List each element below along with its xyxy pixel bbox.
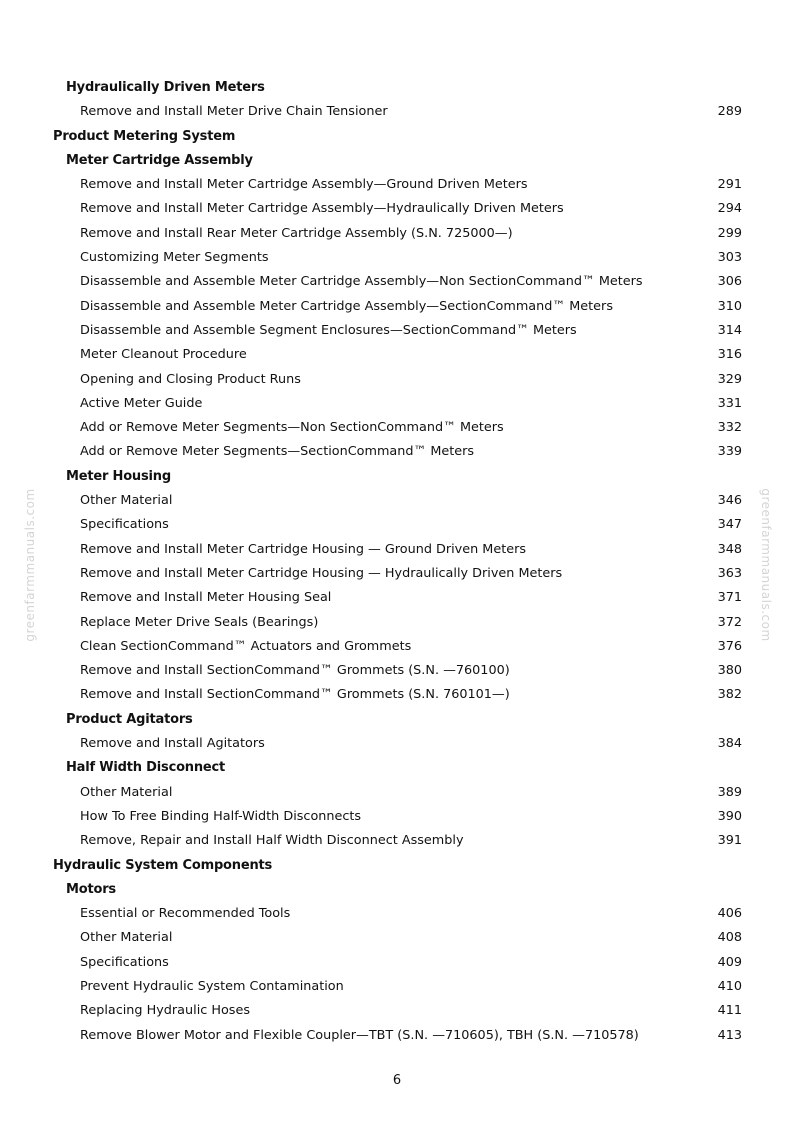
toc-entry-page-number: 384 bbox=[717, 736, 742, 752]
toc-subsection-heading bbox=[0, 708, 794, 732]
toc-entry-title: Hydraulic System Components bbox=[53, 857, 273, 873]
toc-entry-title: Remove and Install SectionCommand™ Grommets (S.N. —760100) bbox=[80, 663, 510, 679]
toc-entry-page-number: 299 bbox=[717, 225, 742, 241]
toc-entry-title: Remove and Install Meter Cartridge Housing — Ground Driven Meters bbox=[80, 541, 527, 557]
toc-entry-title: Remove and Install Meter Cartridge Assembly—Ground Driven Meters bbox=[80, 177, 528, 193]
toc-entry[interactable] bbox=[0, 100, 794, 124]
toc-entry-page-number: 371 bbox=[717, 590, 742, 606]
toc-entry-title: Disassemble and Assemble Segment Enclosures—SectionCommand™ Meters bbox=[80, 322, 577, 338]
watermark-right: greenfarmmanuals.com bbox=[759, 488, 773, 642]
toc-entry-page-number: 339 bbox=[717, 444, 742, 460]
toc-entry-title: Meter Cleanout Procedure bbox=[80, 347, 247, 363]
toc-entry-page-number: 406 bbox=[717, 906, 742, 922]
toc-entry-page-number: 372 bbox=[717, 614, 742, 630]
toc-entry-title: Meter Housing bbox=[66, 468, 171, 484]
toc-entry[interactable] bbox=[0, 902, 794, 926]
toc-entry-page-number: 380 bbox=[717, 663, 742, 679]
toc-entry-title: Essential or Recommended Tools bbox=[80, 906, 291, 922]
toc-entry-page-number: 382 bbox=[717, 687, 742, 703]
toc-entry-page-number: 391 bbox=[717, 833, 742, 849]
toc-entry-page-number: 409 bbox=[717, 954, 742, 970]
toc-subsection-heading bbox=[0, 878, 794, 902]
toc-entry[interactable] bbox=[0, 392, 794, 416]
toc-entry-title: Replacing Hydraulic Hoses bbox=[80, 1003, 251, 1019]
toc-entry-title: Clean SectionCommand™ Actuators and Grommets bbox=[80, 638, 412, 654]
toc-entry-page-number: 411 bbox=[717, 1003, 742, 1019]
toc-entry-page-number: 289 bbox=[717, 104, 742, 120]
toc-entry-page-number: 363 bbox=[717, 565, 742, 581]
toc-entry-page-number: 413 bbox=[717, 1027, 742, 1043]
toc-entry-title: Motors bbox=[66, 881, 116, 897]
toc-entry-title: Disassemble and Assemble Meter Cartridge Assembly—Non SectionCommand™ Meters bbox=[80, 274, 643, 290]
toc-entry-title: Product Agitators bbox=[66, 711, 193, 727]
toc-entry-page-number: 294 bbox=[717, 201, 742, 217]
toc-entry-page-number: 410 bbox=[717, 978, 742, 994]
toc-entry-title: Disassemble and Assemble Meter Cartridge Assembly—SectionCommand™ Meters bbox=[80, 298, 613, 314]
toc-entry[interactable] bbox=[0, 586, 794, 610]
toc-entry-title: Remove and Install Rear Meter Cartridge Assembly (S.N. 725000—) bbox=[80, 225, 513, 241]
toc-entry-page-number: 390 bbox=[717, 808, 742, 824]
toc-entry[interactable] bbox=[0, 319, 794, 343]
toc-entry[interactable] bbox=[0, 222, 794, 246]
toc-entry-title: Other Material bbox=[80, 930, 173, 946]
toc-entry-title: Other Material bbox=[80, 784, 173, 800]
toc-entry-title: Hydraulically Driven Meters bbox=[66, 80, 265, 95]
toc-entry[interactable] bbox=[0, 343, 794, 367]
toc-entry[interactable] bbox=[0, 611, 794, 635]
page-number: 6 bbox=[392, 1073, 402, 1088]
toc-entry-page-number: 389 bbox=[717, 784, 742, 800]
toc-entry[interactable] bbox=[0, 489, 794, 513]
toc-entry[interactable] bbox=[0, 368, 794, 392]
toc-entry-title: Remove and Install Meter Cartridge Assembly—Hydraulically Driven Meters bbox=[80, 201, 564, 217]
toc-entry-title: How To Free Binding Half-Width Disconnects bbox=[80, 808, 362, 824]
toc-entry[interactable] bbox=[0, 683, 794, 707]
toc-subsection-heading bbox=[0, 465, 794, 489]
toc-entry-title: Remove and Install Meter Drive Chain Tensioner bbox=[80, 104, 388, 120]
toc-entry[interactable] bbox=[0, 246, 794, 270]
toc-entry-title: Remove and Install Meter Housing Seal bbox=[80, 590, 332, 606]
toc-entry-page-number: 314 bbox=[717, 322, 742, 338]
toc-entry[interactable] bbox=[0, 659, 794, 683]
toc-subsection-heading bbox=[0, 149, 794, 173]
toc-section-heading bbox=[0, 125, 794, 149]
toc-entry-title: Product Metering System bbox=[53, 128, 236, 144]
toc-entry[interactable] bbox=[0, 805, 794, 829]
toc-entry-title: Other Material bbox=[80, 493, 173, 509]
toc-entry-page-number: 316 bbox=[717, 347, 742, 363]
toc-entry-title: Specifications bbox=[80, 517, 169, 533]
toc-entry[interactable] bbox=[0, 197, 794, 221]
toc-entry-title: Meter Cartridge Assembly bbox=[66, 152, 253, 168]
toc-entry-page-number: 346 bbox=[717, 493, 742, 509]
toc-entry-page-number: 331 bbox=[717, 395, 742, 411]
toc-entry-title: Replace Meter Drive Seals (Bearings) bbox=[80, 614, 319, 630]
toc-entry[interactable] bbox=[0, 562, 794, 586]
toc-subsection-heading bbox=[0, 76, 794, 100]
toc-entry-page-number: 408 bbox=[717, 930, 742, 946]
toc-entry-title: Active Meter Guide bbox=[80, 395, 203, 411]
table-of-contents bbox=[0, 76, 794, 1048]
toc-entry-page-number: 303 bbox=[717, 250, 742, 266]
toc-entry-page-number: 291 bbox=[717, 177, 742, 193]
toc-entry-page-number: 347 bbox=[717, 517, 742, 533]
toc-entry[interactable] bbox=[0, 926, 794, 950]
toc-entry-title: Remove and Install SectionCommand™ Grommets (S.N. 760101—) bbox=[80, 687, 510, 703]
toc-entry[interactable] bbox=[0, 999, 794, 1023]
toc-entry[interactable] bbox=[0, 1024, 794, 1048]
toc-entry-title: Remove, Repair and Install Half Width Disconnect Assembly bbox=[80, 833, 464, 849]
toc-entry-title: Remove and Install Agitators bbox=[80, 736, 265, 752]
toc-entry[interactable] bbox=[0, 440, 794, 464]
toc-entry-page-number: 348 bbox=[717, 541, 742, 557]
toc-entry-title: Customizing Meter Segments bbox=[80, 250, 269, 266]
toc-entry[interactable] bbox=[0, 513, 794, 537]
toc-entry-title: Half Width Disconnect bbox=[66, 760, 226, 776]
toc-section-heading bbox=[0, 854, 794, 878]
toc-entry[interactable] bbox=[0, 951, 794, 975]
toc-entry[interactable] bbox=[0, 295, 794, 319]
toc-entry[interactable] bbox=[0, 635, 794, 659]
toc-entry[interactable] bbox=[0, 781, 794, 805]
toc-entry[interactable] bbox=[0, 538, 794, 562]
toc-entry[interactable] bbox=[0, 173, 794, 197]
watermark-left: greenfarmmanuals.com bbox=[23, 488, 37, 642]
toc-entry[interactable] bbox=[0, 270, 794, 294]
toc-entry-page-number: 329 bbox=[717, 371, 742, 387]
toc-entry-title: Opening and Closing Product Runs bbox=[80, 371, 301, 387]
toc-subsection-heading bbox=[0, 756, 794, 780]
toc-entry-page-number: 306 bbox=[717, 274, 742, 290]
toc-entry[interactable] bbox=[0, 416, 794, 440]
toc-entry[interactable] bbox=[0, 829, 794, 853]
toc-entry-title: Remove and Install Meter Cartridge Housing — Hydraulically Driven Meters bbox=[80, 565, 563, 581]
toc-entry-page-number: 376 bbox=[717, 638, 742, 654]
toc-entry-title: Add or Remove Meter Segments—Non SectionCommand™ Meters bbox=[80, 420, 504, 436]
toc-entry-page-number: 332 bbox=[717, 420, 742, 436]
toc-entry-title: Specifications bbox=[80, 954, 169, 970]
toc-entry[interactable] bbox=[0, 975, 794, 999]
toc-entry-page-number: 310 bbox=[717, 298, 742, 314]
toc-entry-title: Prevent Hydraulic System Contamination bbox=[80, 978, 344, 994]
toc-entry-title: Add or Remove Meter Segments—SectionCommand™ Meters bbox=[80, 444, 475, 460]
toc-entry-title: Remove Blower Motor and Flexible Coupler—TBT (S.N. —710605), TBH (S.N. —710578) bbox=[80, 1027, 639, 1043]
toc-entry[interactable] bbox=[0, 732, 794, 756]
